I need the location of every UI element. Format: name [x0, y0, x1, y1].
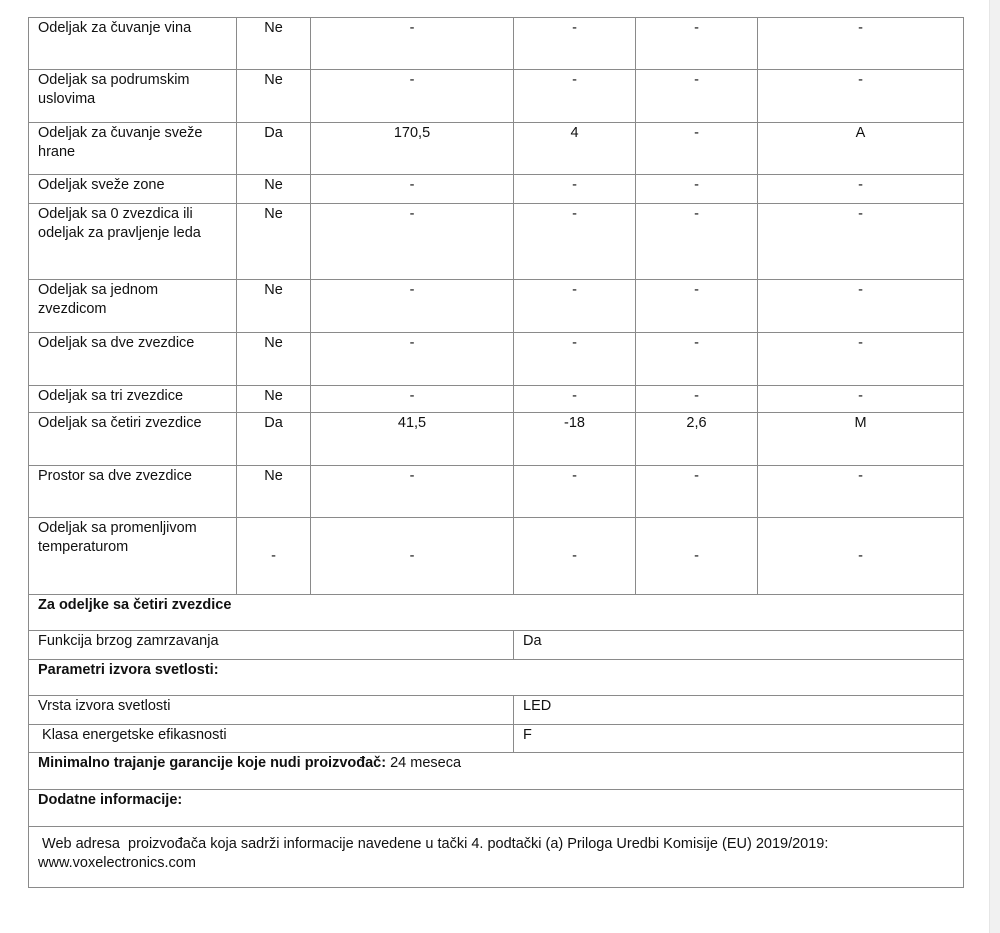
compartment-freeze: -	[636, 518, 758, 595]
compartment-present: Ne	[237, 175, 311, 204]
compartment-climate: -	[758, 18, 964, 70]
compartment-present: Ne	[237, 204, 311, 280]
compartment-freeze: -	[636, 123, 758, 175]
compartment-row	[29, 175, 964, 204]
compartment-row	[29, 413, 964, 466]
compartment-freeze: -	[636, 386, 758, 413]
warranty-row	[29, 753, 964, 790]
compartment-temp: -	[514, 70, 636, 123]
compartment-present: Ne	[237, 386, 311, 413]
compartment-temp: -	[514, 280, 636, 333]
compartment-freeze: -	[636, 204, 758, 280]
compartment-present: Ne	[237, 70, 311, 123]
compartment-climate: -	[758, 466, 964, 518]
compartment-climate: -	[758, 333, 964, 386]
compartment-name: Odeljak za čuvanje sveže hrane	[29, 123, 237, 175]
compartment-row	[29, 280, 964, 333]
compartment-present: Da	[237, 123, 311, 175]
light-heading-row	[29, 660, 964, 696]
compartment-name: Odeljak sveže zone	[29, 175, 237, 204]
compartment-freeze: -	[636, 466, 758, 518]
four-star-heading: Za odeljke sa četiri zvezdice	[29, 595, 964, 631]
compartment-temp: -	[514, 386, 636, 413]
compartment-row	[29, 333, 964, 386]
compartment-climate: -	[758, 518, 964, 595]
product-info-table	[28, 17, 964, 888]
compartment-temp: -	[514, 518, 636, 595]
compartment-name: Odeljak sa tri zvezdice	[29, 386, 237, 413]
compartment-volume: -	[311, 333, 514, 386]
compartment-freeze: -	[636, 18, 758, 70]
compartment-volume: 41,5	[311, 413, 514, 466]
compartment-volume: 170,5	[311, 123, 514, 175]
compartment-row	[29, 123, 964, 175]
compartment-name: Prostor sa dve zvezdice	[29, 466, 237, 518]
compartment-row	[29, 70, 964, 123]
compartment-freeze: 2,6	[636, 413, 758, 466]
scrollbar[interactable]	[989, 0, 1000, 933]
compartment-present: Ne	[237, 466, 311, 518]
compartment-volume: -	[311, 175, 514, 204]
compartment-volume: -	[311, 70, 514, 123]
compartment-present: -	[237, 518, 311, 595]
compartment-volume: -	[311, 204, 514, 280]
compartment-climate: -	[758, 70, 964, 123]
compartment-volume: -	[311, 18, 514, 70]
fast-freeze-row	[29, 631, 964, 660]
compartment-freeze: -	[636, 280, 758, 333]
compartment-climate: -	[758, 280, 964, 333]
light-heading: Parametri izvora svetlosti:	[29, 660, 964, 696]
compartment-present: Ne	[237, 280, 311, 333]
compartment-temp: -18	[514, 413, 636, 466]
energy-class-row	[29, 725, 964, 753]
energy-class-label: Klasa energetske efikasnosti	[29, 725, 514, 753]
fast-freeze-label: Funkcija brzog zamrzavanja	[29, 631, 514, 660]
four-star-heading-row	[29, 595, 964, 631]
compartment-temp: -	[514, 18, 636, 70]
additional-text-row	[29, 827, 964, 888]
compartment-volume: -	[311, 386, 514, 413]
warranty-cell	[29, 753, 964, 790]
compartment-row	[29, 386, 964, 413]
compartment-climate: -	[758, 204, 964, 280]
compartment-present: Ne	[237, 18, 311, 70]
compartment-volume: -	[311, 518, 514, 595]
compartment-temp: -	[514, 175, 636, 204]
compartment-name: Odeljak za čuvanje vina	[29, 18, 237, 70]
compartment-present: Ne	[237, 333, 311, 386]
warranty-value: 24 meseca	[386, 755, 462, 771]
compartment-temp: 4	[514, 123, 636, 175]
compartment-name: Odeljak sa jednom zvezdicom	[29, 280, 237, 333]
additional-text: Web adresa proizvođača koja sadrži informacije navedene u tački 4. podtački (a) Priloga Uredbi Komisije (EU) 2019/2019: www.voxelectronics.com	[29, 827, 964, 888]
compartment-volume: -	[311, 466, 514, 518]
compartment-row	[29, 518, 964, 595]
compartment-name: Odeljak sa podrumskim uslovima	[29, 70, 237, 123]
compartment-volume: -	[311, 280, 514, 333]
light-type-label: Vrsta izvora svetlosti	[29, 696, 514, 725]
compartment-freeze: -	[636, 70, 758, 123]
compartment-row	[29, 466, 964, 518]
additional-heading-row	[29, 790, 964, 827]
compartment-temp: -	[514, 333, 636, 386]
compartment-climate: M	[758, 413, 964, 466]
compartment-name: Odeljak sa četiri zvezdice	[29, 413, 237, 466]
compartment-freeze: -	[636, 175, 758, 204]
energy-class-value: F	[514, 725, 964, 753]
light-type-row	[29, 696, 964, 725]
additional-heading: Dodatne informacije:	[29, 790, 964, 827]
warranty-label: Minimalno trajanje garancije koje nudi proizvođač:	[38, 755, 387, 771]
compartment-climate: A	[758, 123, 964, 175]
compartment-present: Da	[237, 413, 311, 466]
fast-freeze-value: Da	[514, 631, 964, 660]
compartment-name: Odeljak sa promenljivom temperaturom	[29, 518, 237, 595]
compartment-row	[29, 18, 964, 70]
compartment-temp: -	[514, 204, 636, 280]
compartment-temp: -	[514, 466, 636, 518]
compartment-name: Odeljak sa dve zvezdice	[29, 333, 237, 386]
compartment-climate: -	[758, 175, 964, 204]
compartment-freeze: -	[636, 333, 758, 386]
light-type-value: LED	[514, 696, 964, 725]
compartment-name: Odeljak sa 0 zvezdica ili odeljak za pravljenje leda	[29, 204, 237, 280]
compartment-row	[29, 204, 964, 280]
compartment-climate: -	[758, 386, 964, 413]
